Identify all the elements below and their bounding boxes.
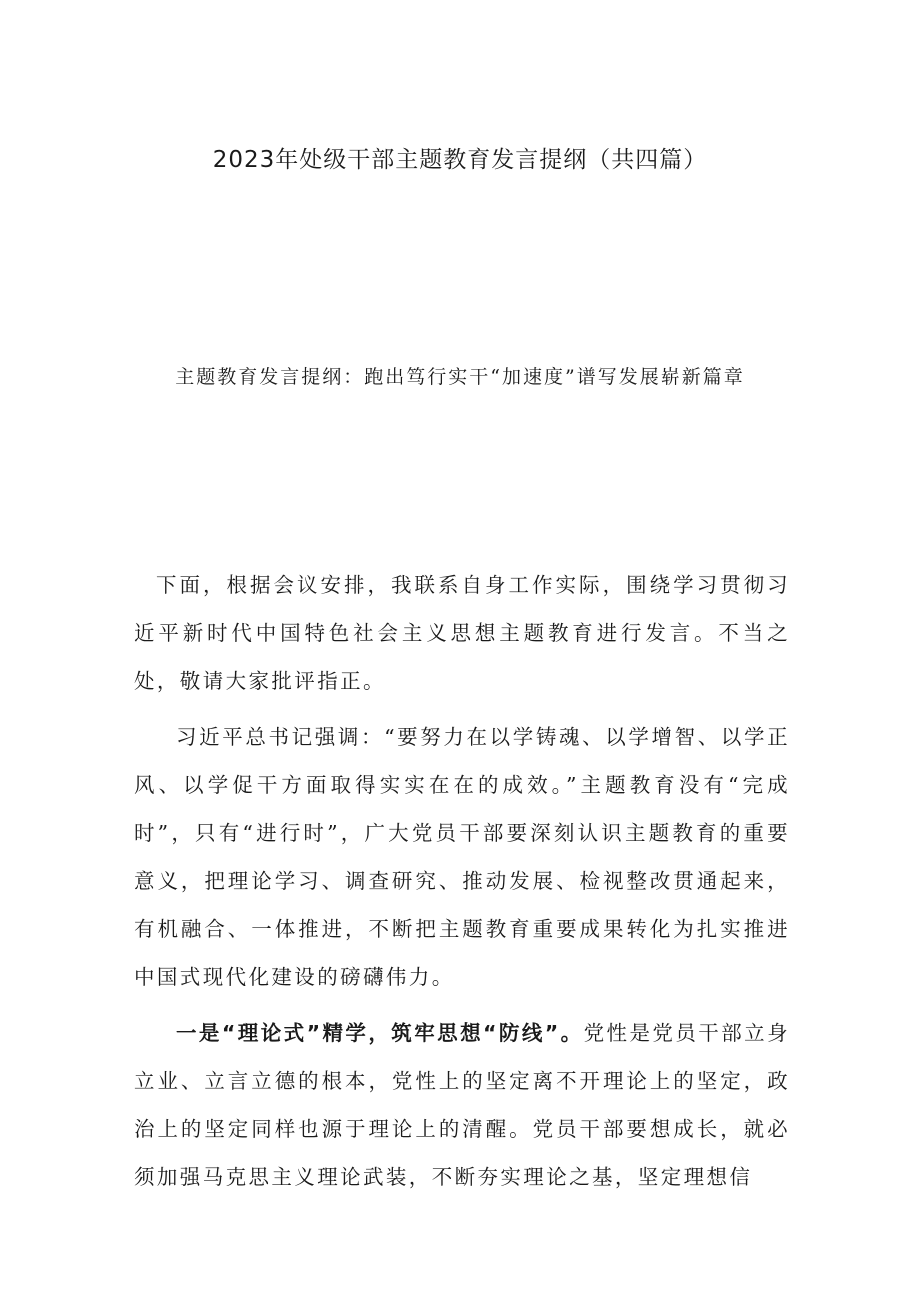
document-subtitle: 主题教育发言提纲：跑出笃行实干“加速度”谱写发展崭新篇章 (175, 366, 745, 388)
point-one-text: 党性是党员干部立身立业、立言立德的根本，党性上的坚定离不开理论上的坚定，政治上的坚定同样也源于理论上的清醒。党员干部要想成长，就必须加强马克思主义理论武装，不断夯实理论之基，坚定理想信 (134, 1021, 790, 1189)
paragraph-point-one (134, 1009, 790, 1201)
document-body (134, 561, 790, 1209)
paragraph-quote: 习近平总书记强调：“要努力在以学铸魂、以学增智、以学正风、以学促干方面取得实实在在的成效。”主题教育没有“完成时”，只有“进行时”，广大党员干部要深刻认识主题教育的重要意义，把理论学习、调查研究、推动发展、检视整改贯通起来，有机融合、一体推进，不断把主题教育重要成果转化为扎实推进中国式现代化建设的磅礴伟力。 (134, 725, 790, 989)
point-one-heading: 一是“理论式”精学，筑牢思想“防线”。 (176, 1021, 584, 1045)
document-title: 2023年处级干部主题教育发言提纲（共四篇） (212, 147, 708, 173)
paragraph-intro: 下面，根据会议安排，我联系自身工作实际，围绕学习贯彻习近平新时代中国特色社会主义思想主题教育进行发言。不当之处，敬请大家批评指正。 (134, 573, 790, 693)
